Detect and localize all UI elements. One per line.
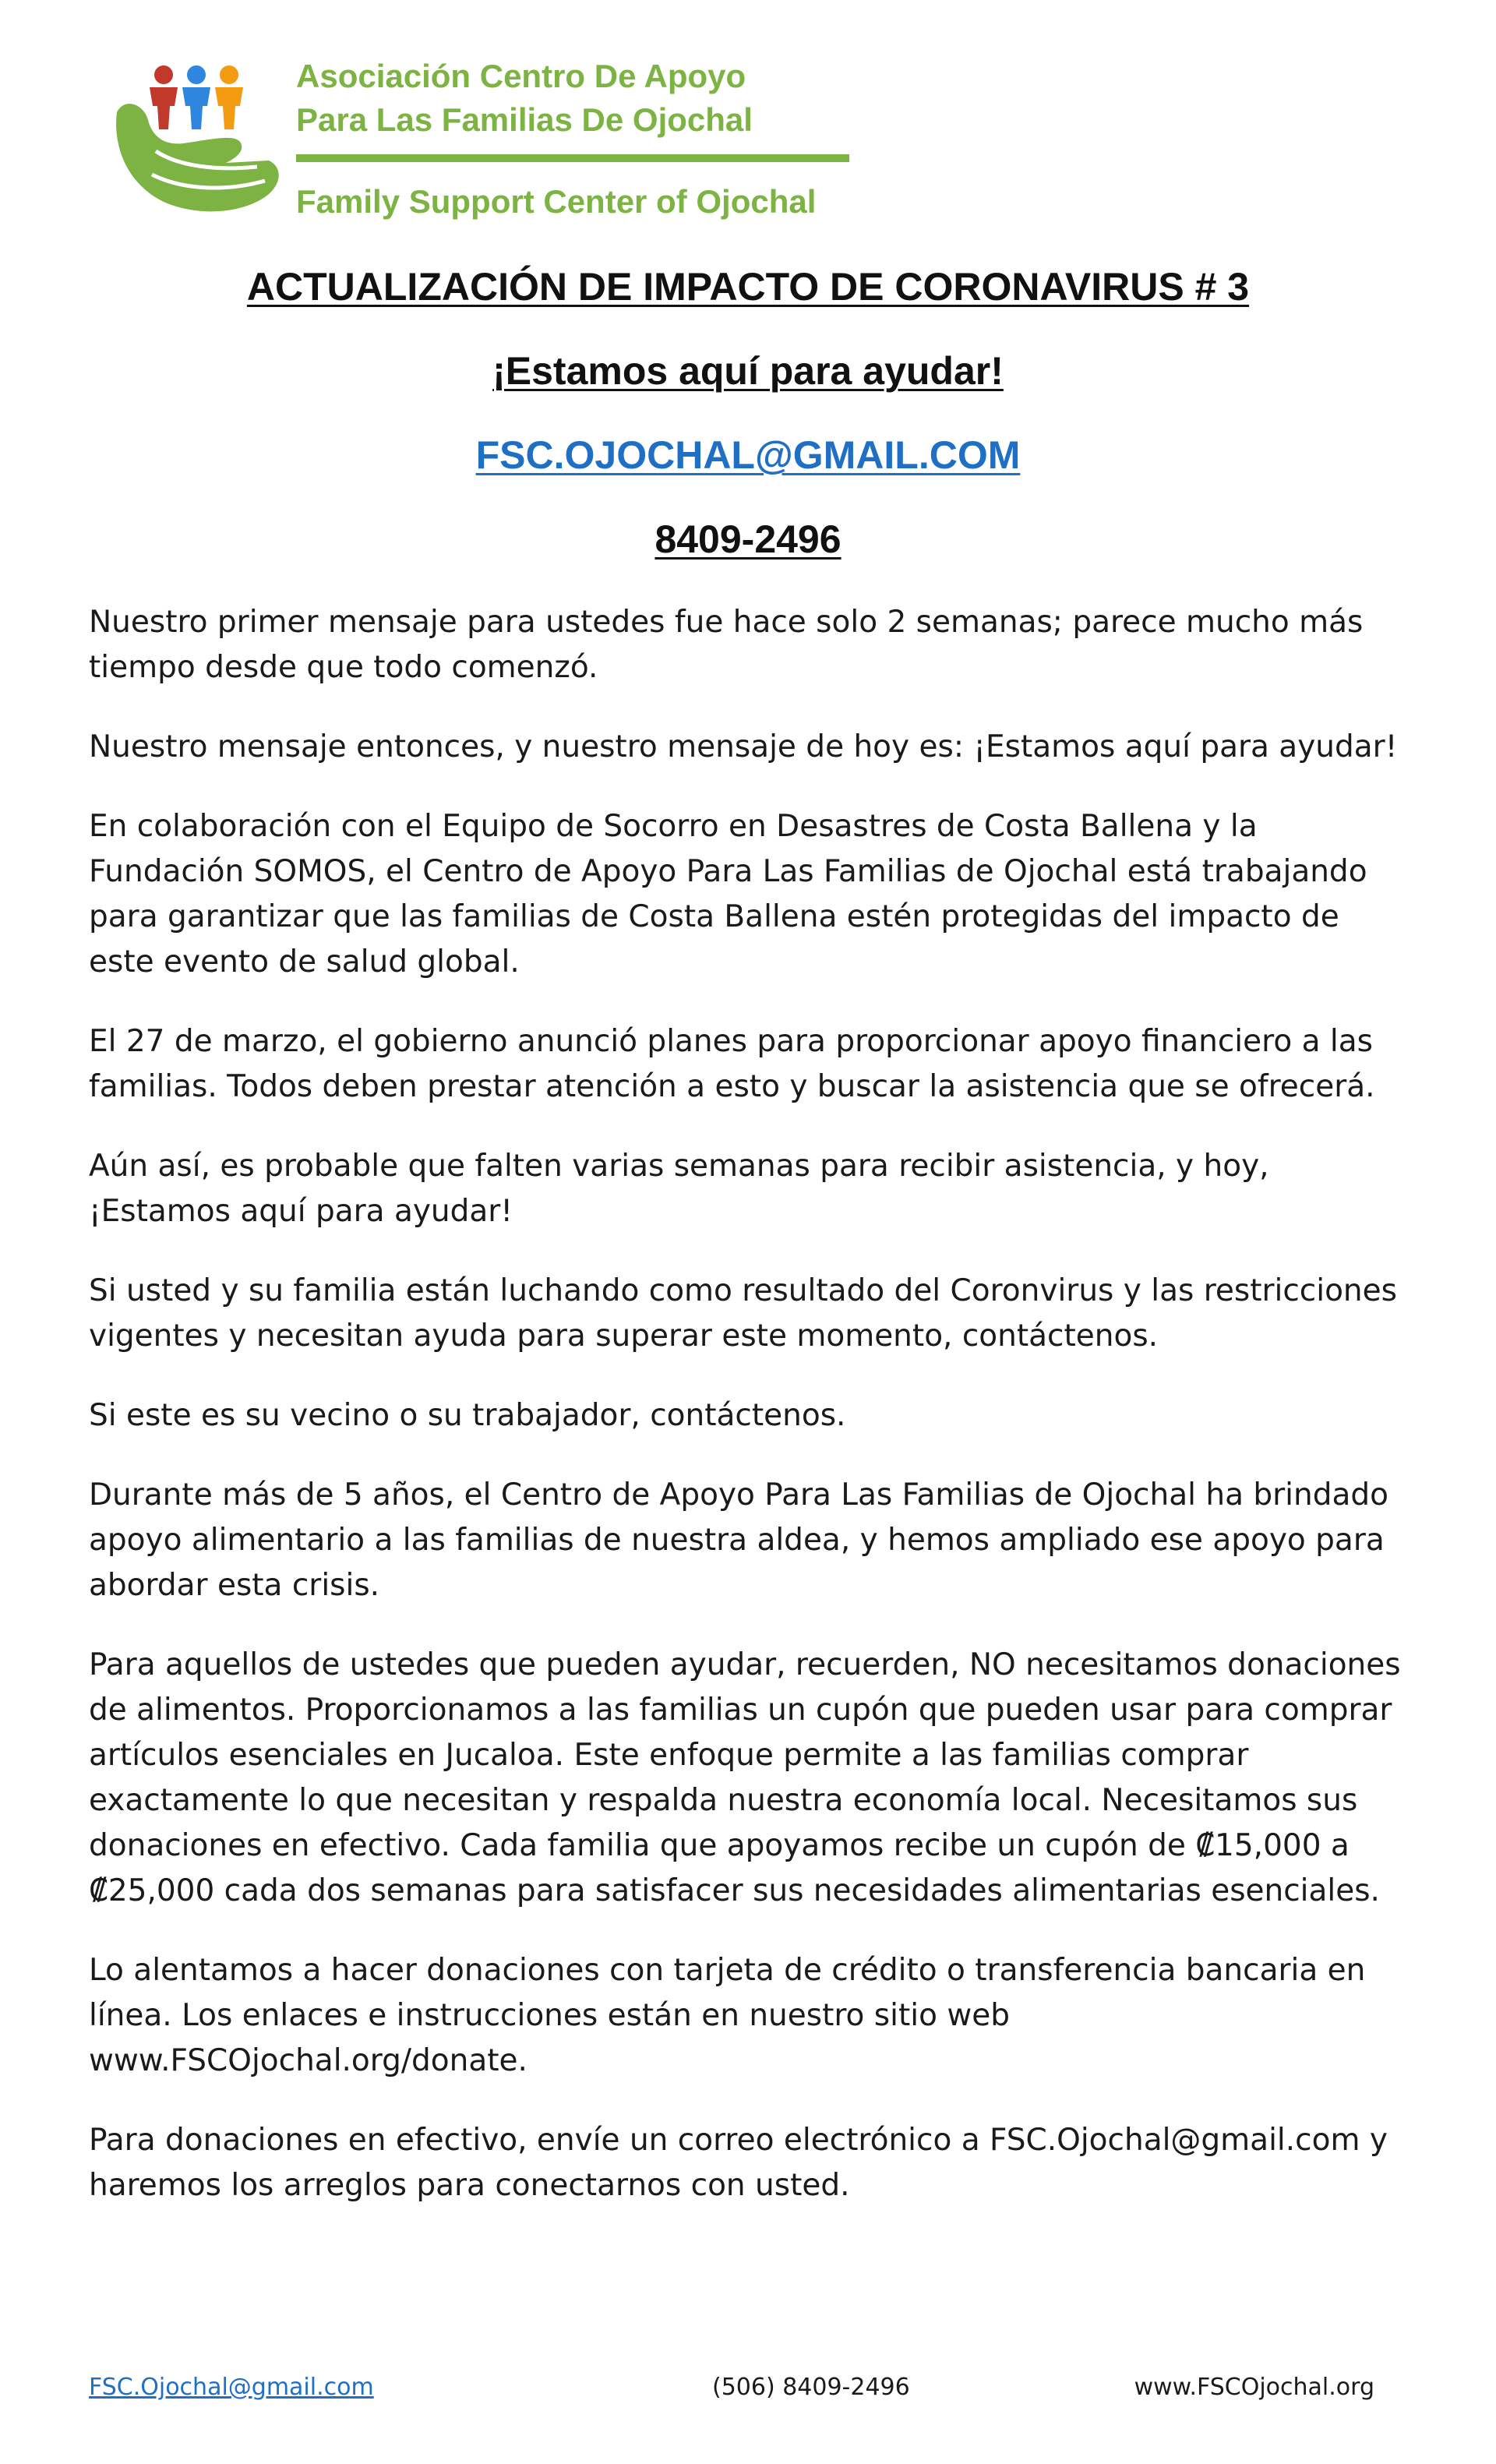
org-name-line1: Asociación Centro De Apoyo [296, 58, 746, 94]
header-logo-block [109, 48, 880, 228]
paragraph: Nuestro primer mensaje para ustedes fue hace solo 2 semanas; parece mucho más tiempo desde que todo comenzó. [89, 605, 1364, 685]
paragraph: Si usted y su familia están luchando como resultado del Coronvirus y las restricciones vigentes y necesitan ayuda para superar este momento, contáctenos. [89, 1273, 1397, 1354]
paragraph: Para aquellos de ustedes que pueden ayudar, recuerden, NO necesitamos donaciones de alimentos. Proporcionamos a las familias un cupón que pueden usar para comprar artículos esenciales en Jucaloa. Este enfoque permite a las familias comprar exactamente lo que necesitan y respalda nuestra economía local. Necesitamos sus donaciones en efectivo. Cada familia que apoyamos recibe un cupón de ₡15,000 a ₡25,000 cada dos semanas para satisfacer sus necesidades alimentarias esenciales. [89, 1647, 1401, 1908]
document-title: ACTUALIZACIÓN DE IMPACTO DE CORONAVIRUS # 3 [246, 265, 1250, 309]
org-name-spanish [296, 55, 888, 142]
paragraph: En colaboración con el Equipo de Socorro en Desastres de Costa Ballena y la Fundación SOMOS, el Centro de Apoyo Para Las Familias de Ojochal está trabajando para garantizar que las familias de Costa Ballena estén protegidas del impacto de este evento de salud global. [89, 809, 1367, 980]
footer-phone: (506) 8409-2496 [712, 2374, 910, 2401]
paragraph: Aún así, es probable que falten varias semanas para recibir asistencia, y hoy, ¡Estamos aquí para ayudar! [89, 1149, 1269, 1229]
family-hand-logo-icon [109, 58, 288, 221]
document-subtitle: ¡Estamos aquí para ayudar! [492, 349, 1004, 393]
footer [89, 2369, 1374, 2406]
paragraph: Durante más de 5 años, el Centro de Apoyo Para Las Familias de Ojochal ha brindado apoyo alimentario a las familias de nuestra aldea, y hemos ampliado ese apoyo para abordar esta crisis. [89, 1477, 1388, 1603]
contact-phone: 8409-2496 [654, 517, 842, 561]
org-name-english: Family Support Center of Ojochal [296, 183, 817, 220]
paragraph: Lo alentamos a hacer donaciones con tarjeta de crédito o transferencia bancaria en línea. Los enlaces e instrucciones están en nuestro sitio web www.FSCOjochal.org/donate. [89, 1953, 1366, 2078]
contact-email-link[interactable]: FSC.OJOCHAL@GMAIL.COM [475, 433, 1021, 477]
title-block [0, 256, 1496, 570]
paragraph: El 27 de marzo, el gobierno anunció planes para proporcionar apoyo financiero a las familias. Todos deben prestar atención a esto y buscar la asistencia que se ofrecerá. [89, 1024, 1375, 1104]
paragraph: Para donaciones en efectivo, envíe un correo electrónico a FSC.Ojochal@gmail.com y haremos los arreglos para conectarnos con usted. [89, 2123, 1388, 2203]
paragraph: Si este es su vecino o su trabajador, contáctenos. [89, 1398, 846, 1433]
footer-website: www.FSCOjochal.org [1134, 2374, 1374, 2401]
header-divider [296, 154, 849, 162]
body-text [89, 600, 1413, 2243]
footer-email-link[interactable]: FSC.Ojochal@gmail.com [89, 2374, 374, 2401]
paragraph: Nuestro mensaje entonces, y nuestro mensaje de hoy es: ¡Estamos aquí para ayudar! [89, 729, 1398, 764]
org-name-line2: Para Las Familias De Ojochal [296, 101, 753, 138]
